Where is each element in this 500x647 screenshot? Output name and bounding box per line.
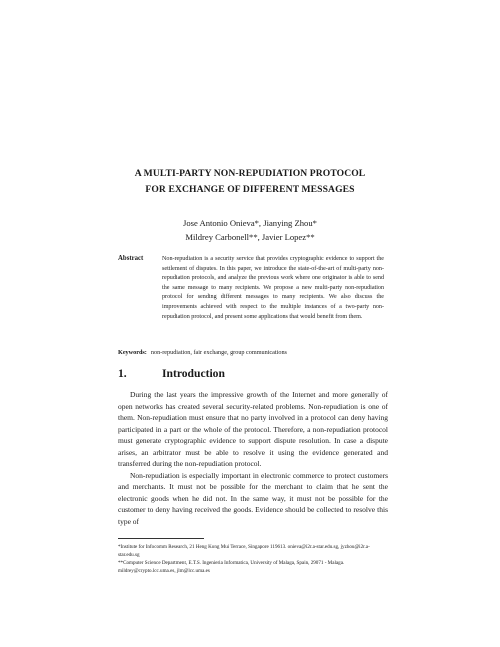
footnote: *Institute for Infocomm Research, 21 Heng Kong Mui Terrace, Singapore 119613. onieva@i2r.a-star.edu.sg, jyzhou@i2r.a-star.edu.sg [118,544,370,559]
abstract-label: Abstract [118,255,144,262]
title-line-1: A MULTI-PARTY NON-REPUDIATION PROTOCOL [134,168,366,179]
keywords-label: Keywords: [118,349,147,356]
section-title: Introduction [162,367,225,380]
footnotes [118,543,390,575]
keywords-text: non-repudiation, fair exchange, group communications [150,349,287,356]
keywords [118,349,388,356]
title-line-2: FOR EXCHANGE OF DIFFERENT MESSAGES [145,184,355,195]
authors-line-2: Mildrey Carbonell**, Javier Lopez** [185,232,315,242]
paragraph: During the last years the impressive growth of the Internet and more generally of open networks has created several security-related problems. Non-repudiation is one of them. Non-repudiation must ensure that no party involved in a protocol can deny having participated in a part or the whole of the protocol. Therefore, a non-repudiation protocol must generate cryptographic evidence to support dispute resolution. In case a dispute arises, an arbitrator must be able to resolve it using the evidence generated and transferred during the non-repudiation protocol. [118,390,388,468]
footnote: **Computer Science Department, E.T.S. Ingenieria Informatica, University of Malaga, Spain, 29071 - Malaga. mildrey@crypto.lcc.uma.es, jlm@lcc.uma.es [118,560,345,575]
abstract-text: Non-repudiation is a security service that provides cryptographic evidence to support the settlement of disputes. In this paper, we introduce the state-of-the-art of multi-party non-repudiation protocols, and analyze the previous work where one originator is able to send the same message to many recipients. We propose a new multi-party non-repudiation protocol for sending different messages to many recipients. We also discuss the improvements achieved with respect to the multiple instances of a two-party non-repudiation protocol, and present some applications that would benefit from them. [162,256,384,320]
author-list [60,216,440,244]
footnote-divider [118,538,204,539]
section-heading [118,367,225,380]
body-text [118,389,388,527]
paper-title [60,166,440,198]
paragraph: Non-repudiation is especially important in electronic commerce to protect customers and merchants. It must not be possible for the merchant to claim that he sent the electronic goods when he did not. In the same way, it must not be possible for the customer to deny having received the goods. Evidence should be collected to resolve this type of [118,470,388,526]
section-number: 1. [118,367,127,380]
authors-line-1: Jose Antonio Onieva*, Jianying Zhou* [183,218,317,228]
